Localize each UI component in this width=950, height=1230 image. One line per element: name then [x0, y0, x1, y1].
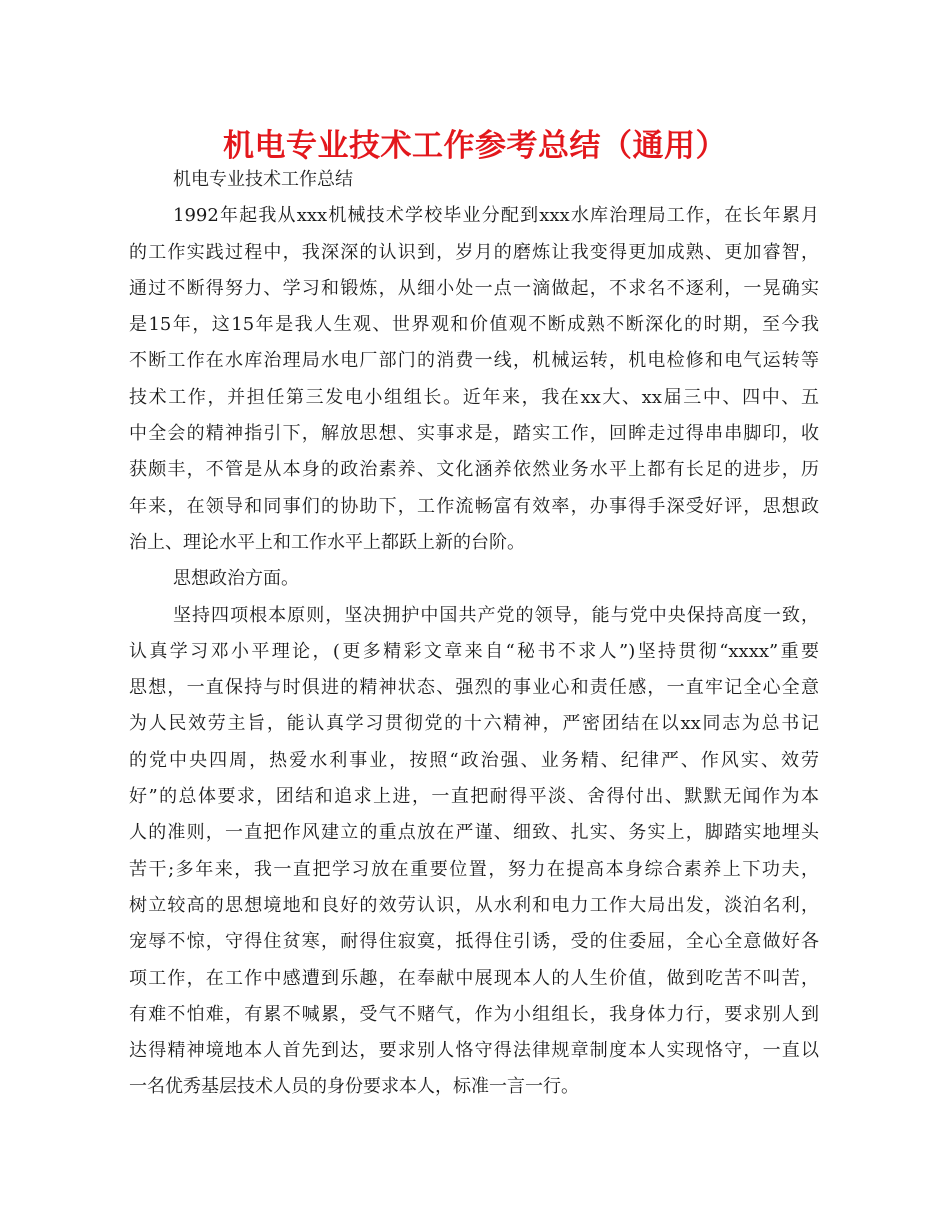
text-line: 苦干;多年来，我一直把学习放在重要位置，努力在提高本身综合素养上下功夫， [129, 858, 819, 880]
text-line: 通过不断得努力、学习和锻炼，从细小处一点一滴做起，不求名不逐利，一晃确实 [129, 277, 819, 299]
text-line: 树立较高的思想境地和良好的效劳认识，从水利和电力工作大局出发，淡泊名利， [129, 894, 819, 916]
text-line: 坚持四项根本原则，坚决拥护中国共产党的领导，能与党中央保持高度一致， [173, 604, 819, 626]
text-line: 思想，一直保持与时俱进的精神状态、强烈的事业心和责任感，一直牢记全心全意 [129, 677, 819, 699]
text-line: 有难不怕难，有累不喊累，受气不赌气，作为小组组长，我身体力行，要求别人到 [129, 1003, 819, 1025]
text-line: 不断工作在水库治理局水电厂部门的消费一线，机械运转，机电检修和电气运转等 [129, 350, 819, 372]
text-line: 的工作实践过程中，我深深的认识到，岁月的磨炼让我变得更加成熟、更加睿智， [129, 241, 819, 263]
text-line: 思想政治方面。 [173, 568, 299, 590]
text-line: 宠辱不惊，守得住贫寒，耐得住寂寞，抵得住引诱，受的住委屈，全心全意做好各 [129, 931, 819, 953]
text-line: 治上、理论水平上和工作水平上都跃上新的台阶。 [129, 531, 525, 553]
text-line: 技术工作，并担任第三发电小组组长。近年来，我在xx大、xx届三中、四中、五 [129, 386, 819, 408]
text-line: 人的准则，一直把作风建立的重点放在严谨、细致、扎实、务实上，脚踏实地埋头 [129, 822, 819, 844]
text-line: 一名优秀基层技术人员的身份要求本人，标准一言一行。 [129, 1076, 579, 1098]
text-line: 机电专业技术工作总结 [173, 169, 353, 190]
text-line: 中全会的精神指引下，解放思想、实事求是，踏实工作，回眸走过得串串脚印，收 [129, 423, 819, 445]
document-title: 机电专业技术工作参考总结（通用） [223, 128, 727, 164]
text-line: 达得精神境地本人首先到达，要求别人恪守得法律规章制度本人实现恪守，一直以 [129, 1040, 819, 1062]
text-line: 为人民效劳主旨，能认真学习贯彻党的十六精神，严密团结在以xx同志为总书记 [129, 713, 819, 735]
document-body [129, 162, 819, 1106]
text-line: 年来，在领导和同事们的协助下，工作流畅富有效率，办事得手深受好评，思想政 [129, 495, 819, 517]
text-line: 的党中央四周，热爱水利事业，按照“政治强、业务精、纪律严、作风实、效劳 [129, 749, 819, 771]
text-line: 项工作，在工作中感遭到乐趣，在奉献中展现本人的人生价值，做到吃苦不叫苦， [129, 967, 819, 989]
text-line: 1992年起我从xxx机械技术学校毕业分配到xxx水库治理局工作，在长年累月 [173, 205, 819, 227]
text-line: 认真学习邓小平理论，(更多精彩文章来自“秘书不求人”)坚持贯彻“xxxx”重要 [129, 640, 819, 662]
text-line: 获颇丰，不管是从本身的政治素养、文化涵养依然业务水平上都有长足的进步，历 [129, 459, 819, 481]
text-line: 是15年，这15年是我人生观、世界观和价值观不断成熟不断深化的时期，至今我 [129, 314, 819, 336]
text-line: 好”的总体要求，团结和追求上进，一直把耐得平淡、舍得付出、默默无闻作为本 [129, 786, 819, 808]
